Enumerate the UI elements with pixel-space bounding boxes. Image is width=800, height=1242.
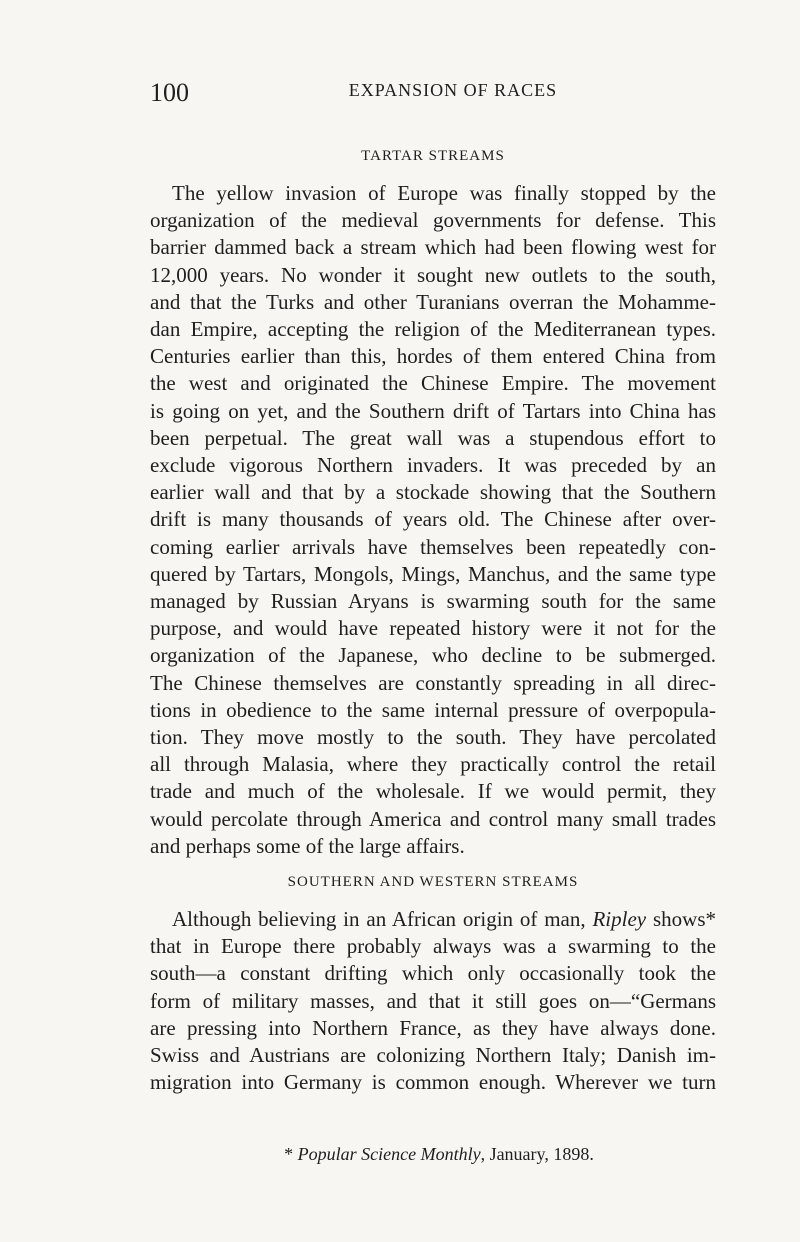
- text-line: are pressing into Northern France, as they have always done.: [150, 1015, 716, 1040]
- text-line: and that the Turks and other Turanians overran the Mohamme-: [150, 289, 716, 314]
- text-line: south—a constant drifting which only occasionally took the: [150, 961, 716, 986]
- text-line: quered by Tartars, Mongols, Mings, Manchus, and the same type: [150, 561, 716, 586]
- text-line: and perhaps some of the large affairs.: [150, 833, 465, 858]
- text-line: tions in obedience to the same internal pressure of overpopula-: [150, 697, 716, 722]
- text-line: is going on yet, and the Southern drift of Tartars into China has: [150, 398, 716, 423]
- text-line: form of military masses, and that it still goes on—“Germans: [150, 988, 716, 1013]
- running-title: EXPANSION OF RACES: [348, 80, 558, 100]
- author-name: Ripley: [592, 907, 647, 931]
- text-line: [150, 906, 716, 933]
- paragraph-southern-western-streams: [150, 906, 716, 1096]
- text-line: Centuries earlier than this, hordes of them entered China from: [150, 344, 716, 369]
- text-line: organization of the Japanese, who decline to be submerged.: [150, 643, 716, 668]
- text-line: trade and much of the wholesale. If we would permit, they: [150, 779, 716, 804]
- text-line: Swiss and Austrians are colonizing Northern Italy; Danish im-: [150, 1043, 716, 1068]
- running-head: [150, 78, 716, 108]
- footnote-detail: , January, 1898.: [480, 1144, 594, 1164]
- text-fragment: Although believing in an African origin of man,: [172, 907, 593, 931]
- paragraph-tartar-streams: [150, 180, 716, 860]
- text-line: earlier wall and that by a stockade showing that the Southern: [150, 480, 716, 505]
- text-line: migration into Germany is common enough. Wherever we turn: [150, 1070, 716, 1095]
- text-line: exclude vigorous Northern invaders. It was preceded by an: [150, 453, 716, 478]
- text-line: dan Empire, accepting the religion of the Mediterranean types.: [150, 317, 716, 342]
- footnote: [150, 1144, 722, 1165]
- text-line: coming earlier arrivals have themselves been repeatedly con-: [150, 534, 716, 559]
- text-line: the west and originated the Chinese Empire. The movement: [150, 371, 716, 396]
- text-line: been perpetual. The great wall was a stupendous effort to: [150, 425, 716, 450]
- text-line: tion. They move mostly to the south. They have percolated: [150, 725, 716, 750]
- text-line: drift is many thousands of years old. The Chinese after over-: [150, 507, 716, 532]
- text-line: The Chinese themselves are constantly spreading in all direc-: [150, 670, 716, 695]
- text-line: managed by Russian Aryans is swarming south for the same: [150, 589, 716, 614]
- text-line: purpose, and would have repeated history were it not for the: [150, 616, 716, 641]
- text-line: barrier dammed back a stream which had been flowing west for: [150, 235, 716, 260]
- footnote-marker: *: [284, 1144, 298, 1164]
- text-fragment: shows*: [646, 907, 716, 931]
- text-line: organization of the medieval governments for defense. This: [150, 208, 716, 233]
- text-line: 12,000 years. No wonder it sought new outlets to the south,: [150, 262, 716, 287]
- section-heading-southern-western-streams: SOUTHERN AND WESTERN STREAMS: [287, 874, 579, 890]
- text-line: would percolate through America and control many small trades: [150, 806, 716, 831]
- text-line: all through Malasia, where they practically control the retail: [150, 752, 716, 777]
- text-line: that in Europe there probably always was a swarming to the: [150, 934, 716, 959]
- section-heading-tartar-streams: TARTAR STREAMS: [361, 148, 505, 164]
- text-line: The yellow invasion of Europe was finally stopped by the: [172, 181, 716, 205]
- page-number: 100: [150, 78, 189, 107]
- footnote-source: Popular Science Monthly: [297, 1144, 481, 1164]
